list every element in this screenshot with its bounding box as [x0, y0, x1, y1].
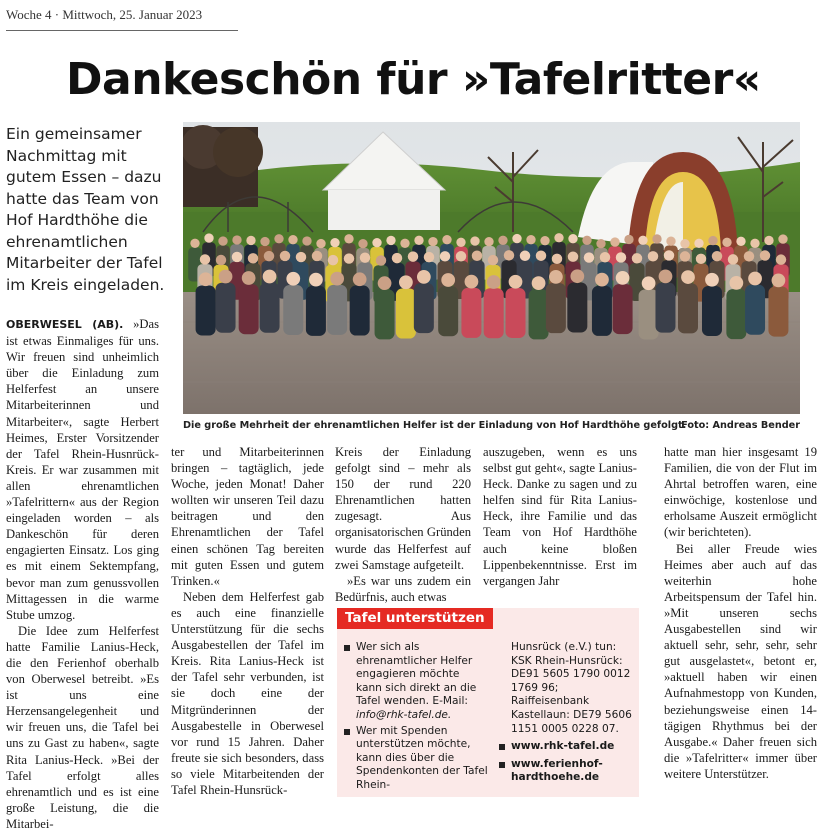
article-column-5: [664, 444, 817, 782]
person-figure: [768, 287, 788, 337]
person-head: [570, 269, 584, 283]
article-column-1: [6, 316, 159, 832]
col1-paragraph-2: Die Idee zum Helferfest hatte Familie Lanius-Heck, die den Ferienhof oberhalb von Oberwesel betreibt. »Es ist uns eine Herzensangelegenheit und wir freuen uns, die Tafel bei uns zu Gast zu haben«, sagte Rita Lanius-Heck. »Bei der Tafel erfolgt alles ehrenamtlich und es ist eine große Leistung, die die Mitarbei-: [6, 623, 159, 831]
person-figure: [260, 283, 280, 333]
infobox-email-label: E-Mail:: [432, 695, 468, 708]
person-head: [750, 239, 759, 248]
person-head: [246, 236, 255, 245]
person-figure: [216, 283, 236, 333]
person-head: [328, 255, 338, 265]
person-head: [729, 276, 743, 290]
col1-paragraph-1: »Das ist etwas Einmaliges für uns. Wir freuen sind unheimlich über die Einladung zum Helferfest an unsere Mitarbeiterinnen und Mitarbeiter«, sagte Herbert Heimes, Erster Vorsitzender der Tafel Rhein-Husnrück-Kreis. Er war zusammen mit allen ehrenamtlichen »Tafelrittern« aus der Region eingeladen worden – als Dankeschön für deren engagierten Einsatz. Los ging es mit einem Sektempfang, bevor man zum genussvollen Mittagessen in die warme Stube umzog.: [6, 317, 159, 622]
person-head: [219, 270, 233, 284]
col5-paragraph-2: Bei aller Freude wies Heimes aber auch auf das weiterhin hohe Arbeitspensum der Tafel hin. »Mit unseren sechs Ausgabestellen sind wir aktuell sehr, sehr, sehr, sehr gut ausgelastet«, betont er, »aktuell haben wir einen Aufnahmestopp von Kunden, beziehungsweise einen 14-tägigen Rhythmus bei der Ausgabe.« Daher freuen sich die »Tafelritter« immer über weitere Unterstützer.: [664, 541, 817, 781]
person-head: [540, 236, 549, 245]
person-head: [616, 252, 626, 262]
person-head: [200, 254, 210, 264]
person-head: [638, 236, 647, 245]
person-head: [248, 253, 258, 263]
person-figure: [745, 285, 765, 335]
person-head: [199, 272, 213, 286]
person-head: [664, 250, 674, 260]
person-head: [616, 271, 630, 285]
person-head: [624, 235, 633, 244]
person-head: [302, 236, 311, 245]
person-head: [353, 272, 367, 286]
person-head: [748, 272, 762, 286]
col3-paragraph-2: »Es war uns zudem ein Bedürfnis, auch etwas: [335, 573, 471, 604]
person-head: [309, 273, 323, 287]
person-head: [722, 238, 731, 247]
person-head: [694, 239, 703, 248]
header-rule: [6, 30, 238, 31]
person-figure: [327, 285, 347, 335]
person-head: [532, 276, 546, 290]
person-figure: [350, 286, 370, 336]
person-head: [512, 234, 521, 243]
person-head: [470, 236, 479, 245]
person-head: [190, 239, 199, 248]
person-figure: [283, 285, 303, 335]
col4-paragraph-1: auszugeben, wenn es uns selbst gut geht«, sagte Lanius-Heck. Danke zu sagen und zu helfen sind für Rita Lanius-Heck, ihre Familie und das Team von Hof Hardthöhe auch keine bloßen Lippenbekenntnisse. Erst im vergangen Jahr: [483, 445, 637, 588]
person-head: [652, 234, 661, 243]
link-rhk-tafel[interactable]: www.rhk-tafel.de: [511, 740, 635, 754]
person-head: [744, 251, 754, 261]
col3-paragraph-1: Kreis der Einladung gefolgt sind – mehr als 150 der rund 220 Ehrenamtlichen hatten zugesagt. Aus organisatorischen Gründen wurde das Helferfest auf zwei Samstage aufgeteilt.: [335, 445, 471, 572]
person-head: [568, 234, 577, 243]
person-head: [316, 239, 325, 248]
person-figure: [655, 283, 675, 333]
person-head: [330, 238, 339, 247]
person-head: [441, 273, 455, 287]
infobox-bank-details: Hunsrück (e.V.) tun: KSK Rhein-Hunsrück: DE91 5605 1790 0012 1769 96; Raiffeisenbank Kastellaun: DE79 5606 1151 0005 0228 07.: [511, 641, 632, 735]
person-figure: [306, 286, 326, 336]
col2-paragraph-2: Neben dem Helferfest gab es auch eine finanzielle Unterstützung für die sechs Ausgabestellen der Tafel im Kreis. Rita Lanius-Heck ist der Tafel sehr verbunden, ist sie doch eine der Mitgründerinnen der Ausgabestelle in Oberwesel vor rund 15 Jahren. Daher freute sie sich besonders, dass so viele Mitarbeitenden der Tafel Rhein-Hunsrück-: [171, 589, 324, 797]
col2-paragraph-1: ter und Mitarbeiterinnen bringen – tagtäglich, jede Woche, jeden Monat! Daher wollten wir unseren Teil dazu beitragen und den Ehrenamtlichen der Tafel einen schönen Tag bereiten mit guten Essen und gutem Trinken.«: [171, 445, 324, 588]
person-head: [549, 270, 563, 284]
person-head: [456, 238, 465, 247]
person-head: [568, 251, 578, 261]
person-head: [204, 233, 213, 242]
person-head: [696, 254, 706, 264]
person-figure: [592, 286, 612, 336]
person-head: [712, 251, 722, 261]
person-head: [408, 251, 418, 261]
infobox-item-volunteer: [342, 641, 488, 723]
person-figure: [461, 288, 481, 338]
infobox-item2-text: Wer mit Spenden unterstützen möchte, kann dies über die Spendenkonten der Tafel Rhein-: [356, 724, 488, 791]
person-head: [218, 236, 227, 245]
person-head: [554, 233, 563, 242]
person-figure: [375, 289, 395, 339]
person-head: [360, 252, 370, 262]
person-head: [386, 236, 395, 245]
photo-caption: [183, 420, 800, 431]
person-head: [526, 235, 535, 244]
person-head: [358, 239, 367, 248]
person-figure: [529, 289, 549, 339]
infobox-item-donate: [342, 725, 488, 793]
person-head: [552, 254, 562, 264]
person-head: [595, 273, 609, 287]
person-figure: [678, 283, 698, 333]
person-head: [509, 275, 523, 289]
person-head: [666, 237, 675, 246]
person-head: [344, 253, 354, 263]
person-head: [582, 236, 591, 245]
person-head: [417, 270, 431, 284]
person-head: [648, 251, 658, 261]
person-head: [232, 235, 241, 244]
person-head: [764, 236, 773, 245]
person-head: [642, 276, 656, 290]
person-head: [232, 252, 242, 262]
person-head: [372, 238, 381, 247]
person-figure: [396, 289, 416, 339]
person-head: [680, 251, 690, 261]
headline: Dankeschön für »Tafelritter«: [66, 54, 761, 105]
person-head: [414, 236, 423, 245]
person-head: [498, 236, 507, 245]
person-head: [428, 237, 437, 246]
lead-text: Ein gemeinsamer Nachmittag mit gutem Essen – dazu hatte das Team von Hof Hardthöhe die ehrenamtlichen Mitarbeiter der Tafel im Kreis eingeladen.: [6, 125, 165, 294]
article-column-2: [171, 444, 324, 798]
person-figure: [726, 289, 746, 339]
person-head: [728, 254, 738, 264]
person-head: [680, 239, 689, 248]
person-figure: [438, 286, 458, 336]
person-figure: [567, 282, 587, 332]
person-head: [472, 251, 482, 261]
person-figure: [613, 284, 633, 334]
person-head: [600, 252, 610, 262]
person-head: [659, 270, 673, 284]
person-head: [705, 273, 719, 287]
infobox-right-column: [511, 641, 635, 785]
person-head: [296, 252, 306, 262]
person-head: [280, 251, 290, 261]
person-head: [504, 250, 514, 260]
person-head: [488, 255, 498, 265]
person-head: [264, 251, 274, 261]
person-head: [632, 253, 642, 263]
person-figure: [506, 288, 526, 338]
person-head: [376, 255, 386, 265]
person-head: [392, 253, 402, 263]
person-head: [520, 251, 530, 261]
link-ferienhof[interactable]: www.ferienhof-hardthoehe.de: [511, 758, 635, 785]
person-figure: [546, 283, 566, 333]
person-head: [344, 234, 353, 243]
dateline-place: OBERWESEL (AB).: [6, 318, 124, 331]
person-figure: [702, 286, 722, 336]
person-head: [465, 275, 479, 289]
person-head: [442, 235, 451, 244]
person-head: [596, 239, 605, 248]
person-head: [274, 234, 283, 243]
person-head: [708, 236, 717, 245]
article-column-4: [483, 444, 637, 589]
person-head: [288, 235, 297, 244]
person-head: [772, 273, 786, 287]
person-head: [424, 252, 434, 262]
infobox-item1-text: Wer sich als ehrenamtlicher Helfer engagieren möchte kann sich direkt an die Tafel wenden.: [356, 641, 477, 708]
group-photo: [183, 122, 800, 414]
person-head: [456, 251, 466, 261]
person-head: [330, 272, 344, 286]
person-head: [487, 275, 501, 289]
person-head: [681, 270, 695, 284]
caption-text: Die große Mehrheit der ehrenamtlichen Helfer ist der Einladung von Hof Hardthöhe gefolgt.: [183, 420, 687, 431]
person-head: [242, 271, 256, 285]
person-head: [440, 251, 450, 261]
infobox-title: Tafel unterstützen: [337, 608, 493, 629]
person-head: [286, 272, 300, 286]
person-figure: [239, 284, 259, 334]
infobox-left-column: [342, 641, 488, 795]
infobox-email-link[interactable]: info@rhk-tafel.de.: [356, 708, 452, 721]
person-head: [312, 251, 322, 261]
col5-paragraph-1: hatte man hier insgesamt 19 Familien, die von der Flut im Ahrtal betroffen waren, eine einwöchige, kostenlose und erholsame Auszeit ermöglicht (wir berichteten).: [664, 445, 817, 540]
person-head: [536, 250, 546, 260]
person-head: [610, 237, 619, 246]
article-column-3: [335, 444, 471, 605]
person-figure: [196, 285, 216, 335]
person-head: [778, 234, 787, 243]
person-head: [400, 239, 409, 248]
person-head: [776, 254, 786, 264]
person-head: [399, 275, 413, 289]
person-figure: [484, 288, 504, 338]
photo-credit: Foto: Andreas Bender: [681, 420, 800, 431]
person-head: [260, 237, 269, 246]
person-figure: [414, 283, 434, 333]
person-head: [216, 255, 226, 265]
person-head: [378, 276, 392, 290]
person-head: [760, 250, 770, 260]
dateline: Woche 4 · Mittwoch, 25. Januar 2023: [6, 7, 203, 22]
person-head: [584, 252, 594, 262]
person-head: [263, 270, 277, 284]
person-head: [736, 237, 745, 246]
person-head: [484, 237, 493, 246]
